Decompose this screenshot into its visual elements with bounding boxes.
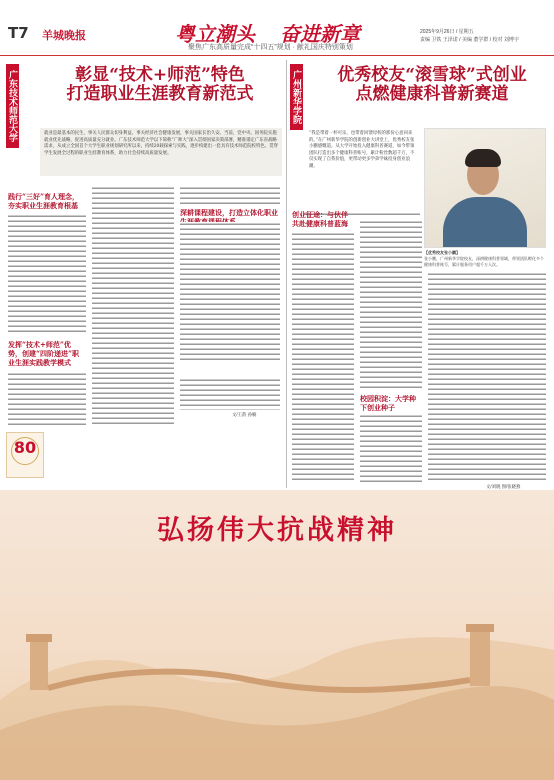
alumnus-photo — [424, 128, 546, 248]
slogan-part2: 奋进新章 — [280, 22, 360, 46]
body-text-column — [180, 186, 280, 204]
body-text-column — [180, 222, 280, 360]
headline-left-line2: 打造职业生涯教育新范式 — [66, 84, 254, 104]
headline-right-line1: 优秀校友“滚雪球”式创业 — [337, 65, 527, 85]
subhead-2: 发挥“技术+师范”优势，创建“四阶递进”职业生涯实践教学模式 — [8, 340, 80, 367]
body-text-column — [92, 186, 174, 424]
body-text-column — [180, 378, 280, 410]
photo-caption-text: 张小鹏，广州新华学院校友，深耕健康科普领域，带领团队孵化多个健康科普账号，累计服务用户超千万人次。 — [424, 256, 544, 267]
body-text-column — [8, 214, 86, 334]
headline-right-line2: 点燃健康科普新赛道 — [355, 84, 509, 104]
slogan-part1: 粤立潮头 — [175, 22, 255, 46]
headline-right — [318, 66, 546, 104]
logo-ring-icon — [11, 437, 39, 465]
body-text-column — [360, 220, 422, 388]
headline-left-line1: 彰显“技术+师范”特色 — [75, 65, 245, 85]
lead-left: 就业是最基本的民生，事关人民群众切身利益，事关经济社会健康发展，事关国家长治久安。当前，党中央、国务院实施就业优先战略，促进高质量充分就业。广东技术师范大学以下简称“广师大”深入贯彻国家决策部署，精准锚定广东省战略需求，从成立全国首个大学生职业规划研究所以来，持续20载探索与实践，逐步构建出一套具有技术师范院校特色、贯穿学生发展全过程的职业生涯教育体系，助力社会持续高质量发展。 — [40, 128, 282, 176]
side-label-left: 广东技术师范大学 — [6, 64, 19, 148]
subhead-1: 践行“三好”育人理念，夯实职业生涯教育根基 — [8, 192, 80, 210]
editor-credits: 责编 卫铁 王泽诺 / 美编 董学群 / 校对 刘博宇 — [420, 37, 519, 43]
subhead-6: 校园积淀：大学种下创业种子 — [360, 394, 416, 412]
page-number: T7 — [8, 24, 29, 42]
body-text-column — [8, 372, 86, 426]
banner-title: 弘扬伟大抗战精神 — [157, 515, 397, 546]
body-text-column — [292, 232, 354, 482]
body-text-column — [360, 414, 422, 484]
photo-caption-name: 【优秀校友张小鹏】 — [424, 250, 460, 255]
slogan-subtitle: 聚焦广东高质量完成“十四五”规划 · 献礼国庆特别策划 — [188, 44, 353, 51]
byline-left: 文/王韵 孙楠 — [232, 412, 257, 417]
issue-date: 2025年9月26日 / 星期五 — [420, 29, 474, 35]
logo-number: 80 — [13, 438, 37, 457]
byline-right: 文/刘晓 图/张晓燕 — [486, 484, 521, 489]
newspaper-name: 羊城晚报 — [42, 29, 86, 42]
photo-caption — [424, 250, 546, 268]
body-text-column — [428, 272, 546, 480]
column-divider — [286, 60, 287, 488]
subhead-3: 深耕课程建设，打造立体化职业 — [180, 208, 278, 217]
subhead-5: 创业征途：与伙伴共赴健康科普蓝海 — [292, 210, 348, 228]
anniversary-logo — [6, 432, 44, 478]
lead-right: “我是带着一杯可乐，也带着回馈母校的那份心意回来的。”在广州新华学院的创新创业大讲堂上，优秀校友张小鹏感慨道。从大学开始投入健康科普赛道，如今带领团队打造出多个健康科普账号，累计粉丝数超千万，不仅实现了自我价值，更带动更多学弟学妹投身创业浪潮。 — [305, 128, 420, 208]
side-label-right: 广州新华学院 — [290, 64, 303, 130]
headline-left — [40, 66, 280, 104]
